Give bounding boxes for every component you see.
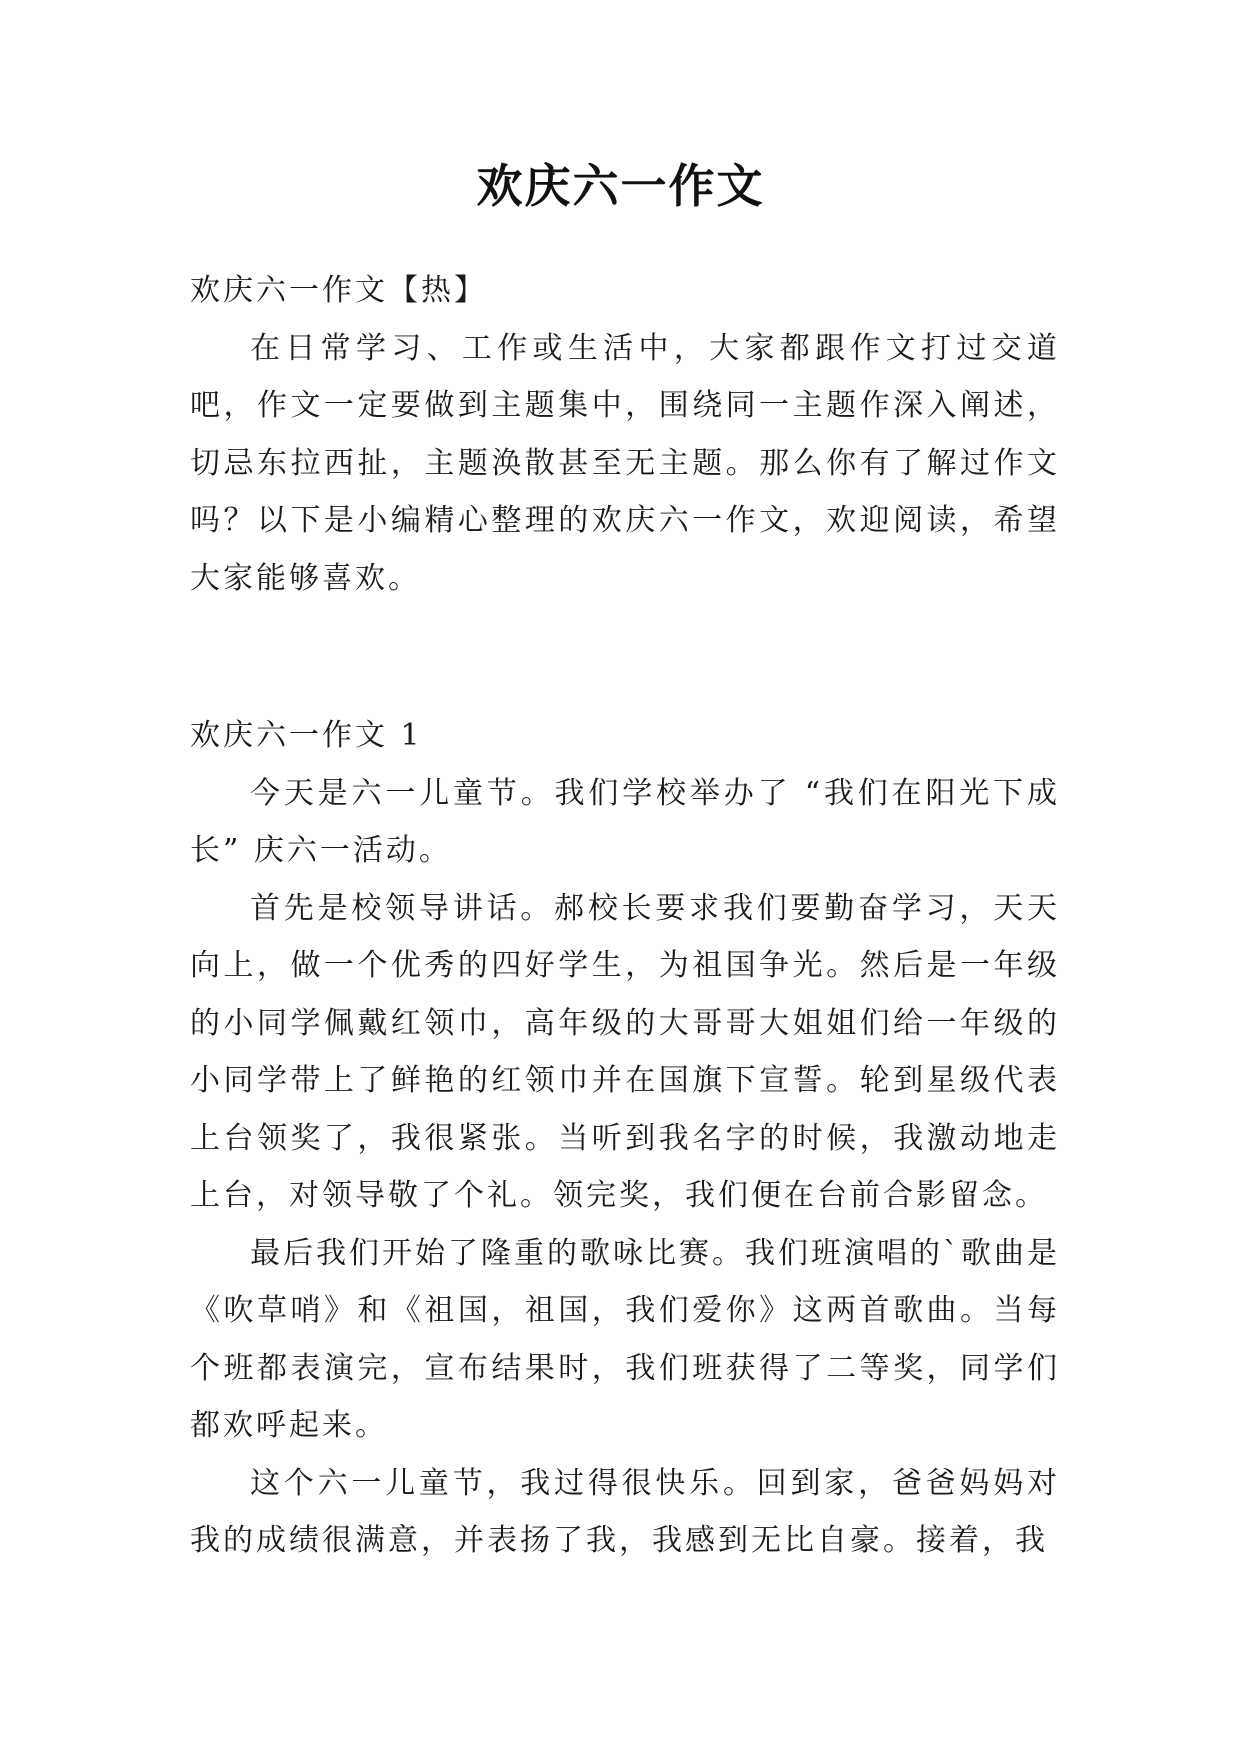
- section-spacer: [190, 607, 1060, 707]
- essay-1-paragraph-4: 这个六一儿童节，我过得很快乐。回到家，爸爸妈妈对我的成绩很满意，并表扬了我，我感到无比自豪。接着，我: [190, 1465, 1060, 1558]
- document-title: 欢庆六一作文: [476, 159, 765, 213]
- essay-1-heading: 欢庆六一作文 1: [190, 718, 423, 753]
- essay-1-paragraph-2: 首先是校领导讲话。郝校长要求我们要勤奋学习，天天向上，做一个优秀的四好学生，为祖国争光。然后是一年级的小同学佩戴红领巾，高年级的大哥哥大姐姐们给一年级的小同学带上了鲜艳的红领巾并在国旗下宣誓。轮到星级代表上台领奖了，我很紧张。当听到我名字的时候，我激动地走上台，对领导敬了个礼。领完奖，我们便在台前合影留念。: [190, 890, 1060, 1213]
- intro-paragraph: 在日常学习、工作或生活中，大家都跟作文打过交道吧，作文一定要做到主题集中，围绕同一主题作深入阐述，切忌东拉西扯，主题涣散甚至无主题。那么你有了解过作文吗？以下是小编精心整理的欢庆六一作文，欢迎阅读，希望大家能够喜欢。: [190, 330, 1060, 596]
- document-body: [190, 262, 1060, 1570]
- intro-heading: 欢庆六一作文【热】: [190, 273, 487, 308]
- essay-1-paragraph-1: 今天是六一儿童节。我们学校举办了 “我们在阳光下成长” 庆六一活动。: [190, 775, 1060, 868]
- essay-1-paragraph-3: 最后我们开始了隆重的歌咏比赛。我们班演唱的`歌曲是《吹草哨》和《祖国，祖国，我们爱你》这两首歌曲。当每个班都表演完，宣布结果时，我们班获得了二等奖，同学们都欢呼起来。: [190, 1235, 1060, 1443]
